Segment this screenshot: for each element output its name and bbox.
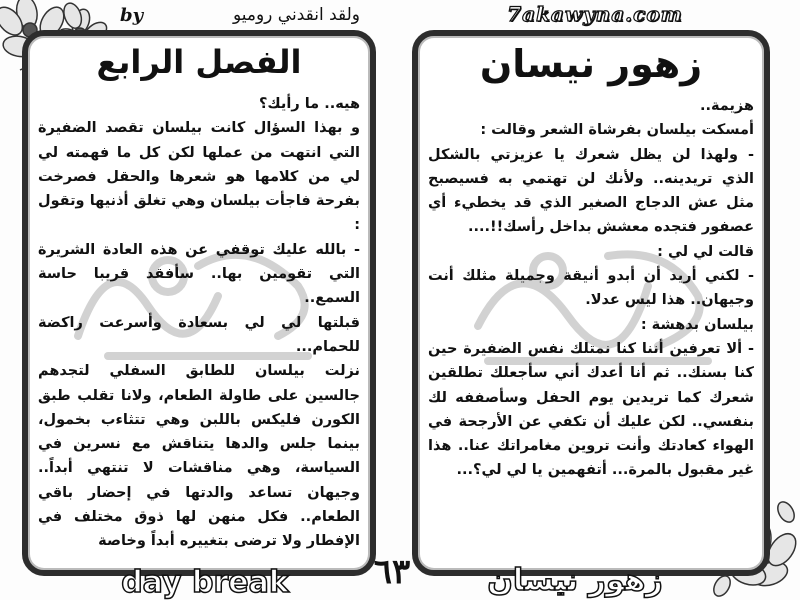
right-text-panel — [412, 30, 770, 576]
footer-left-text: day break — [121, 565, 289, 600]
book-header-left — [120, 2, 360, 28]
left-text-panel — [22, 30, 376, 576]
chapter-title: الفصل الرابع — [96, 43, 302, 81]
footer-right-text: زهور نيسان — [487, 563, 663, 598]
site-name: 7akawyna.com — [507, 2, 683, 26]
by-label: by — [120, 4, 144, 26]
left-body-text: هيه.. ما رأيك؟ و بهذا السؤال كانت بيلسان تقصد الضفيرة التي انتهت من عملها لكن كل ما فهمته لي لي من كلامها هو شعرها والحقل فصرخت بفرحة فاجأت بيلسان وهي تغلق أذنيها وتقول : - بالله عليك توقفي عن هذه العادة الشريرة التي تقومين بها.. سأفقد قريبا حاسة السمع.. قبلتها لي لي بسعادة وأسرعت راكضة للحمام... نزلت بيلسان للطابق السفلي لتجدهم جالسين على طاولة الطعام، ولانا تقلب طبق الكورن فليكس باللبن وهي تتثاءب بخمول، بينما جلس والدها يتناقش مع نسرين في السياسة، وهي مناقشات لا تنتهي أبداً.. وجيهان تساعد والدتها في إحضار باقي الطعام.. فكل منهن لها ذوق مختلف في الإفطار ولا ترضى بتغييره أبداً وخاصة — [38, 96, 360, 550]
right-body-text: هزيمة.. أمسكت بيلسان بفرشاة الشعر وقالت : - ولهذا لن يظل شعرك يا عزيزتي بالشكل الذي تريدينه.. ولأنك لن تهتمي به فسيصبح مثل عش الدجاج الصغير الذي قد يخطيء أي عصفور فتجده معشش بداخل رأسك!!.... قالت لي لي : - لكني أريد أن أبدو أنيقة وجميلة مثلك أنت وجيهان.. هذا ليس عدلا. بيلسان بدهشة : - ألا تعرفين أننا كنا نمتلك نفس الضفيرة حين كنا بسنك.. ثم أنا أعدك أني سأجعلك تطلقين شعرك كما تريدين يوم الحفل وسأصففه لك بنفسي.. لكن عليك أن تكفي عن الأرجحة في الهواء كعادتك وأنت تروين مغامراتك عنا.. هذا غير مقبول بالمرة... أتفهمين يا لي لي؟... — [428, 98, 754, 479]
page-number: ٦٣ — [373, 552, 411, 592]
book-title: زهور نيسان — [479, 42, 703, 86]
author-line: ولقد انقدني روميو — [232, 5, 360, 25]
